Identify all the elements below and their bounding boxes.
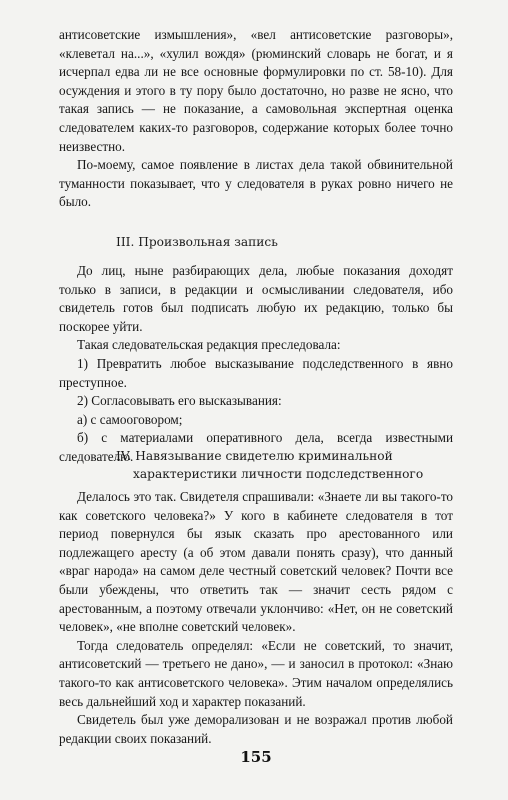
section-3-body — [59, 262, 453, 467]
section-heading-4-line2: характеристики личности подследственного — [133, 467, 424, 481]
list-item: а) с самооговором; — [77, 411, 183, 427]
paragraph: Свидетель был уже деморализован и не возражал против любой редакции своих показаний. — [59, 712, 453, 746]
paragraph: Делалось это так. Свидетеля спрашивали: «Знаете ли вы такого-то как советского человека?» У кого в кабинете следователя в тот период повернулся бы язык сказать про арестованного или подлежащего аресту (а об этом давали понять сразу), что данный «враг народа» на самом деле честный советский человек? Почти все были убеждены, что ответить так — значит сесть рядом с арестованным, а поэтому отвечали уклончиво: «Нет, он не советский человек», «не вполне советский человек». — [59, 489, 453, 635]
list-item: 1) Превратить любое высказывание подследственного в явно преступное. — [59, 355, 453, 390]
paragraph: Такая следовательская редакция преследовала: — [77, 337, 341, 353]
section-4-body — [59, 488, 453, 748]
text-block-top — [59, 26, 453, 212]
section-heading-3: III. Произвольная запись — [116, 235, 278, 249]
page-number: 155 — [240, 748, 272, 766]
book-page — [59, 26, 453, 766]
section-heading-4-line1: IV. Навязывание свидетелю криминальной — [116, 449, 393, 463]
list-item: б) с материалами оперативного дела, всегда известными следователю. — [59, 430, 453, 464]
paragraph: До лиц, ныне разбирающих дела, любые показания доходят только в записи, в редакции и осмысливании следователя, ибо свидетель готов был подписать любую их редакцию, только бы поскорее уйти. — [59, 263, 453, 334]
paragraph: Тогда следователь определял: «Если не советский, то значит, антисоветский — третьего не дано», — и заносил в протокол: «Знаю такого-то как антисоветского человека». Этим началом определялись весь дальнейший ход и характер показаний. — [59, 637, 453, 709]
paragraph: По-моему, самое появление в листах дела такой обвинительной туманности показывает, что у следователя в руках ровно ничего не было. — [59, 157, 453, 210]
paragraph-continued: антисоветские измышления», «вел антисоветские разговоры», «клеветал на...», «хулил вождя» (рюминский словарь не богат, и я исчерпал едва ли не все основные формулировки по ст. 58-10). Для осуждения и этого в ту пору было достаточно, но разве не ясно, что такая запись — не показание, а самовольная экспертная оценка следователем каких-то разговоров, содержание которых более точно неизвестно. — [59, 27, 453, 154]
list-item: 2) Согласовывать его высказывания: — [77, 393, 282, 409]
